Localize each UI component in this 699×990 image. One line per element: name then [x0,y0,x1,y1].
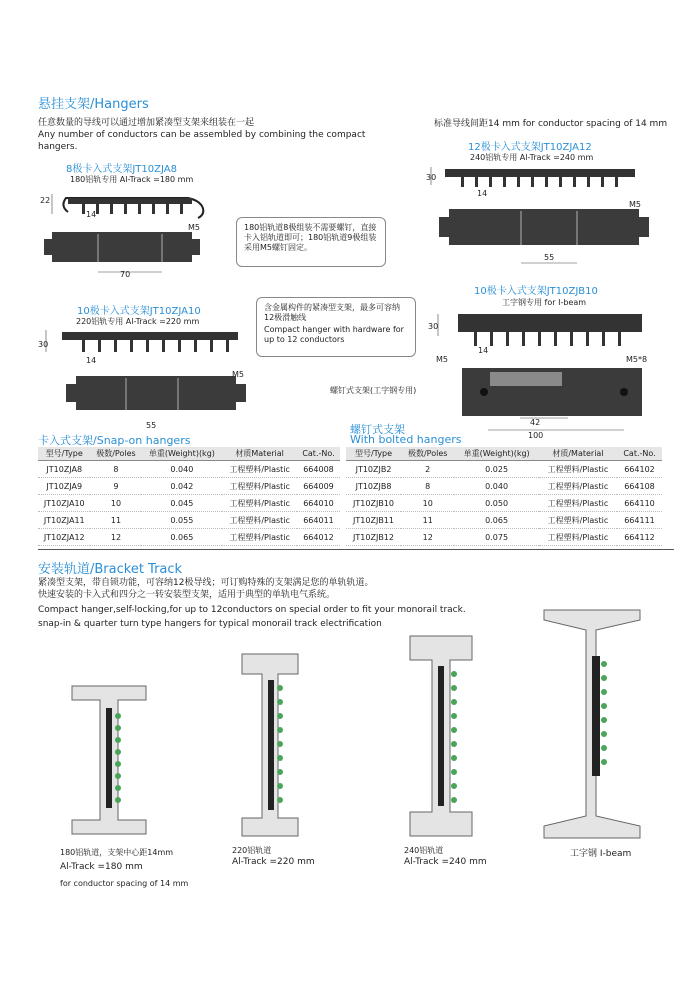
cell: 0.065 [141,529,222,546]
cell: 工程塑料/Plastic [222,461,297,478]
section-divider [38,549,674,550]
track-180-drawing [66,682,156,840]
fig8-dim-height: 22 [40,196,51,205]
cell: 0.040 [454,478,539,495]
cell: JT10ZJA9 [38,478,90,495]
table-row [346,495,662,512]
cell: 664111 [617,512,662,529]
fig12-m5: M5 [629,200,641,209]
cell: 664108 [617,478,662,495]
bolted-table-title-en: With bolted hangers [350,433,462,446]
fig12-title: 12极卡入式支架JT10ZJA12 [468,142,592,153]
figb10-dim-42: 42 [530,418,541,427]
fig10-title: 10极卡入式支架JT10ZJA10 [77,306,201,317]
table-header [38,447,340,461]
cell: 0.042 [141,478,222,495]
figb10-m5x8: M5*8 [626,355,648,364]
figb10-label: 螺钉式支架(工字钢专用) [330,386,417,395]
col-weight: 单重(Weight)(kg) [141,447,222,461]
bolted-table [346,447,662,546]
cell: 工程塑料/Plastic [222,495,297,512]
track-220-en: Al-Track =220 mm [232,857,315,867]
cell: 工程塑料/Plastic [222,478,297,495]
cell: JT10ZJA10 [38,495,90,512]
fig12-dim-width: 55 [544,253,555,262]
fig10-drawing [38,326,253,426]
table-row [38,461,340,478]
cell: JT10ZJA8 [38,461,90,478]
table-row [346,512,662,529]
track-ibeam: 工字钢 I-beam [570,849,632,859]
figb10-subtitle: 工字钢专用 for I-beam [502,298,587,307]
cell: 2 [401,461,454,478]
table-header [346,447,662,461]
cell: 0.065 [454,512,539,529]
bracket-cn-2: 快速安装的卡入式和四分之一转安装型支架，适用于典型的单轨电气系统。 [38,590,336,600]
intro-cn: 任意数量的导线可以通过增加紧凑型支架来组装在一起 [38,118,255,128]
figb10-title: 10极卡入式支架JT10ZJB10 [474,286,598,297]
cell: 0.040 [141,461,222,478]
cell: 11 [401,512,454,529]
table-row [346,461,662,478]
track-220-cn: 220铝轨道 [232,846,272,855]
fig12-dim-height: 30 [426,173,437,182]
cell: 0.045 [141,495,222,512]
table-row [38,495,340,512]
fig8-title: 8极卡入式支架JT10ZJA8 [66,164,177,175]
cell: JT10ZJB11 [346,512,401,529]
intro-en: Any number of conductors can be assembled by combining the compact hangers. [38,130,366,152]
cell: 8 [90,461,141,478]
section-title-bracket: 安装轨道/Bracket Track [38,562,183,577]
figb10-m5: M5 [436,355,448,364]
cell: 工程塑料/Plastic [539,512,617,529]
fig12-drawing [425,163,655,273]
cell: JT10ZJA11 [38,512,90,529]
track-240-en: Al-Track =240 mm [404,857,487,867]
note-bolted-cn: 含金属构件的紧凑型支架，最多可容纳12极滑触线 [264,303,400,322]
cell: 8 [401,478,454,495]
track-180-en: Al-Track =180 mm [60,862,143,872]
snap-table-title: 卡入式支架/Snap-on hangers [38,434,191,447]
cell: 工程塑料/Plastic [222,529,297,546]
spacing-note: 标准导线间距14 mm for conductor spacing of 14 mm [434,119,668,129]
track-180-note: for conductor spacing of 14 mm [60,879,189,888]
cell: 664112 [617,529,662,546]
col-material: 材质Material [222,447,297,461]
col-catno: Cat.-No. [617,447,662,461]
cell: 664008 [297,461,340,478]
fig10-dim-width: 55 [146,421,157,430]
col-poles: 极数/Poles [401,447,454,461]
note-bolted [256,297,416,357]
cell: 664110 [617,495,662,512]
bracket-en-1: Compact hanger,self-locking,for up to 12conductors on special order to fit your monorail track. [38,605,466,615]
cell: 664011 [297,512,340,529]
snap-table [38,447,340,546]
section-title-hangers: 悬挂支架/Hangers [38,97,149,112]
table-row [346,478,662,495]
figb10-drawing [428,308,658,436]
col-poles: 极数/Poles [90,447,141,461]
figb10-dim-height: 30 [428,322,439,331]
cell: 12 [401,529,454,546]
cell: JT10ZJB2 [346,461,401,478]
track-240-cn: 240铝轨道 [404,846,444,855]
cell: JT10ZJB8 [346,478,401,495]
cell: 工程塑料/Plastic [539,529,617,546]
cell: 工程塑料/Plastic [222,512,297,529]
cell: 10 [90,495,141,512]
fig10-pitch: 14 [86,356,97,365]
fig12-pitch: 14 [477,189,488,198]
track-240-drawing [404,632,480,840]
fig8-dim-width: 70 [120,270,131,279]
col-type: 型号/Type [346,447,401,461]
track-ibeam-drawing [540,606,644,842]
track-180-cn: 180铝轨道，支架中心距14mm [60,848,174,857]
cell: 664010 [297,495,340,512]
fig8-subtitle: 180铝轨专用 Al-Track =180 mm [70,175,194,184]
table-row [38,478,340,495]
cell: 664012 [297,529,340,546]
col-catno: Cat.-No. [297,447,340,461]
bolted-table-title-cn: 螺钉式支架 [350,423,405,436]
fig10-dim-height: 30 [38,340,49,349]
cell: 0.025 [454,461,539,478]
cell: JT10ZJA12 [38,529,90,546]
cell: 工程塑料/Plastic [539,461,617,478]
fig12-subtitle: 240铝轨专用 Al-Track =240 mm [470,153,594,162]
cell: JT10ZJB12 [346,529,401,546]
table-row [346,529,662,546]
cell: 9 [90,478,141,495]
cell: 10 [401,495,454,512]
fig8-pitch: 14 [86,210,97,219]
fig8-m5: M5 [188,223,200,232]
fig10-subtitle: 220铝轨专用 Al-Track =220 mm [76,317,200,326]
col-type: 型号/Type [38,447,90,461]
cell: 0.050 [454,495,539,512]
figb10-pitch: 14 [478,346,489,355]
col-material: 材质/Material [539,447,617,461]
figb10-dim-100: 100 [528,431,544,440]
cell: 工程塑料/Plastic [539,495,617,512]
cell: 11 [90,512,141,529]
cell: 664009 [297,478,340,495]
table-row [38,512,340,529]
cell: 12 [90,529,141,546]
col-weight: 单重(Weight)(kg) [454,447,539,461]
note-180-track: 180铝轨道8极组装不需要螺钉，直接卡入铝轨道即可；180铝轨道9极组装采用M5螺钉固定。 [236,217,386,267]
cell: 工程塑料/Plastic [539,478,617,495]
cell: JT10ZJB10 [346,495,401,512]
track-220-drawing [236,650,306,840]
bracket-cn-1: 紧凑型支架，带自锁功能，可容纳12极导线；可订购特殊的支架满足您的单轨轨道。 [38,578,374,588]
cell: 0.075 [454,529,539,546]
note-bolted-en: Compact hanger with hardware for up to 12 conductors [264,325,404,344]
table-row [38,529,340,546]
cell: 0.055 [141,512,222,529]
bracket-en-2: snap-in & quarter turn type hangers for typical monorail track electrification [38,619,382,629]
fig10-m5: M5 [232,370,244,379]
cell: 664102 [617,461,662,478]
